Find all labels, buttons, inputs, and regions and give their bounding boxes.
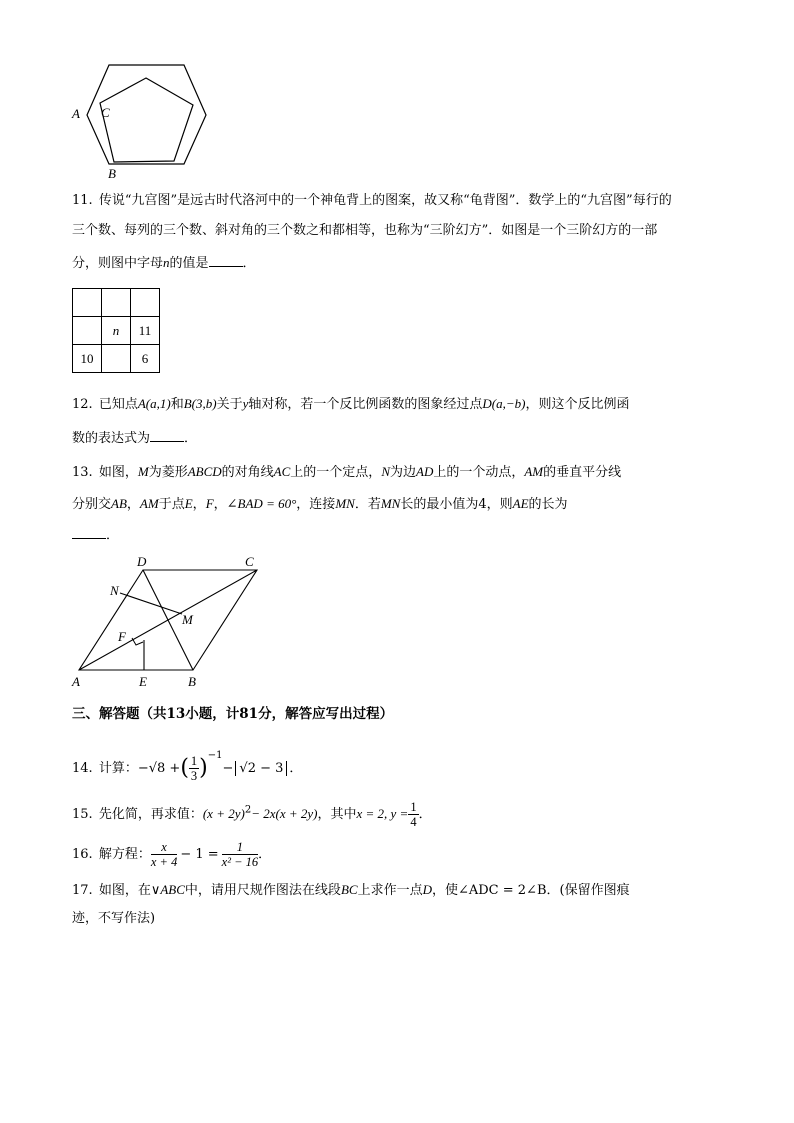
q13-t16: ，则 (486, 497, 513, 512)
q13-f: F (205, 496, 214, 511)
q17-d: D (422, 882, 432, 897)
q16-f1-num: x (151, 840, 177, 855)
q13-t10: 于点 (158, 497, 185, 512)
q11-text-2: 三个数、每列的三个数、斜对角的三个数之和都相等，也称为“三阶幻方”．如图是一个三阶幻方的一部 (72, 223, 658, 238)
rhombus-label-b: B (188, 674, 196, 689)
q11-number: 11. (72, 193, 93, 208)
q17-number: 17. (72, 883, 93, 898)
q16-line (72, 840, 271, 869)
q14-text: 计算： (98, 761, 138, 776)
q14-line (72, 746, 302, 783)
table-cell: 11 (131, 317, 160, 345)
rhombus-label-e: E (139, 674, 147, 689)
q16-fraction-1 (151, 840, 177, 869)
q12-text-e: ，则这个反比例函 (525, 397, 630, 412)
rhombus-label-f: F (118, 629, 126, 644)
rhombus-label-a: A (72, 674, 80, 689)
q16-f1-den: x + 4 (150, 855, 178, 869)
q16-f2-den: x² − 16 (221, 855, 259, 869)
q13-t6: 上的一个动点， (433, 465, 525, 480)
q14-end: ． (289, 761, 303, 776)
table-cell (102, 345, 131, 373)
q17-line1 (72, 880, 630, 901)
q13-t12: ， (213, 497, 227, 512)
q15-line (72, 800, 432, 829)
q13-t11: ， (192, 497, 206, 512)
q14-number: 14. (72, 761, 93, 776)
q14-abs: √2 − 3 (235, 761, 287, 776)
q16-end: ． (258, 847, 272, 862)
q15-cond: x = 2, y = (356, 806, 409, 821)
q13-am2: AM (139, 496, 159, 511)
q16-minus: − 1 = (180, 847, 219, 862)
q15-expr2: − 2x(x + 2y) (251, 806, 318, 821)
q14-fraction (189, 754, 199, 783)
q11-line3 (72, 253, 256, 274)
q17-t4: ，使∠ADC = 2∠B．(保留作图痕 (431, 883, 630, 898)
q15-fraction (408, 800, 418, 829)
q12-y-axis: y (242, 396, 249, 411)
q11-text-1: 传说“九宫图”是远古时代洛河中的一个神龟背上的图案，故又称“龟背图”．数学上的“九宫图”每行的 (98, 193, 672, 208)
q15-frac-den: 4 (410, 815, 417, 829)
q12-text-g: ． (184, 431, 198, 446)
q11-text-3c: ． (242, 256, 256, 271)
q13-t4: 上的一个定点， (290, 465, 382, 480)
rhombus-figure (68, 552, 278, 692)
q14-exponent: −1 (207, 750, 223, 761)
q13-mn2: MN (380, 496, 401, 511)
q15-expr: (x + 2y) (202, 806, 245, 821)
q13-t9: ， (126, 497, 140, 512)
q13-line2 (72, 494, 568, 515)
q17-t2: 中，请用尺规作图法在线段 (184, 883, 341, 898)
q13-ae: AE (512, 496, 529, 511)
q12-text-a: 已知点 (98, 397, 138, 412)
q15-number: 15. (72, 807, 93, 822)
q12-answer-blank (150, 429, 184, 442)
q13-abcd: ABCD (187, 464, 222, 479)
q13-t8: 分别交 (72, 497, 112, 512)
table-cell: n (102, 317, 131, 345)
q13-e: E (184, 496, 193, 511)
segment-mn (120, 593, 182, 614)
q13-m: M (137, 464, 149, 479)
q16-fraction-2 (222, 840, 258, 869)
q16-number: 16. (72, 847, 93, 862)
q17-t5: 迹，不写作法) (72, 911, 156, 926)
q12-text-d: 轴对称，若一个反比例函数的图象经过点 (248, 397, 483, 412)
rhombus-label-c: C (245, 554, 254, 569)
q13-t18: ． (106, 528, 120, 543)
q13-t17: 的长为 (528, 497, 568, 512)
q13-line3 (72, 526, 119, 546)
point-a: A(a,1) (137, 396, 171, 411)
q15-mid: ，其中 (317, 807, 357, 822)
q11-text-3a: 分，则图中字母 (72, 256, 164, 271)
q13-t15: 长的最小值为 (400, 497, 479, 512)
rhombus-label-n: N (110, 583, 119, 598)
q17-bc: BC (340, 882, 358, 897)
section-heading: 三、解答题（共13小题，计81分，解答应写出过程） (72, 706, 394, 722)
q13-t13: ，连接 (296, 497, 336, 512)
q13-n: N (381, 464, 390, 479)
point-d: D(a,−b) (482, 396, 526, 411)
q17-t1: 如图，在 (98, 883, 151, 898)
q12-text-c: 关于 (216, 397, 243, 412)
q13-t1: 如图， (98, 465, 138, 480)
q11-line1 (72, 191, 672, 211)
table-cell: 10 (73, 345, 102, 373)
q11-text-3b: 的值是 (169, 256, 209, 271)
q13-ac: AC (273, 464, 291, 479)
q13-answer-blank (72, 526, 106, 539)
q14-expr-b: − (222, 761, 234, 776)
q14-frac-num: 1 (190, 754, 198, 768)
q13-angle: ∠BAD = 60° (226, 496, 297, 511)
table-cell (73, 289, 102, 317)
rhombus-label-d: D (137, 554, 147, 569)
q14-paren-right: ) (199, 755, 208, 781)
q13-mn: MN (335, 496, 355, 511)
q13-ab: AB (111, 496, 127, 511)
q17-t3: 上求作一点 (357, 883, 423, 898)
q13-four: 4 (478, 497, 487, 512)
q13-ad: AD (416, 464, 434, 479)
q13-t7: 的垂直平分线 (543, 465, 622, 480)
magic-square-table (72, 288, 160, 373)
q11-answer-blank (209, 254, 243, 267)
table-row (73, 345, 160, 373)
q16-text: 解方程： (98, 847, 151, 862)
table-row (73, 289, 160, 317)
q13-number: 13. (72, 465, 93, 480)
q13-t2: 为菱形 (148, 465, 188, 480)
q11-line2 (72, 221, 657, 241)
q13-t5: 为边 (389, 465, 416, 480)
q13-am: AM (524, 464, 544, 479)
q12-number: 12. (72, 397, 93, 412)
q12-text-f: 数的表达式为 (72, 431, 151, 446)
q14-paren-left: ( (180, 755, 189, 781)
rhombus-label-m: M (182, 612, 193, 627)
figure1-label-a: A (72, 106, 80, 121)
table-row (73, 317, 160, 345)
q17-line2 (72, 909, 155, 929)
q13-t3: 的对角线 (221, 465, 274, 480)
q12-line1 (72, 394, 629, 415)
point-b: B(3,b) (183, 396, 217, 411)
q15-frac-num: 1 (410, 800, 417, 814)
pentagon-shape (100, 78, 193, 162)
q17-triangle: ∨ABC (150, 882, 185, 897)
q11-variable-n: n (163, 255, 170, 270)
q14-frac-den: 3 (190, 769, 198, 783)
table-cell (102, 289, 131, 317)
q13-line1 (72, 462, 621, 483)
q15-end: ． (418, 807, 432, 822)
q15-square: 2 (244, 804, 252, 816)
q15-text: 先化简，再求值： (98, 807, 203, 822)
table-cell (73, 317, 102, 345)
q12-line2 (72, 429, 197, 449)
table-cell (131, 289, 160, 317)
q13-t14: ．若 (354, 497, 381, 512)
hexagon-pentagon-figure (70, 60, 230, 180)
q16-f2-num: 1 (222, 840, 258, 855)
figure1-label-c: C (101, 105, 110, 120)
q14-expr-a: −√8 + (137, 761, 181, 776)
table-cell: 6 (131, 345, 160, 373)
figure1-label-b: B (108, 166, 116, 180)
q12-text-b: 和 (170, 397, 184, 412)
